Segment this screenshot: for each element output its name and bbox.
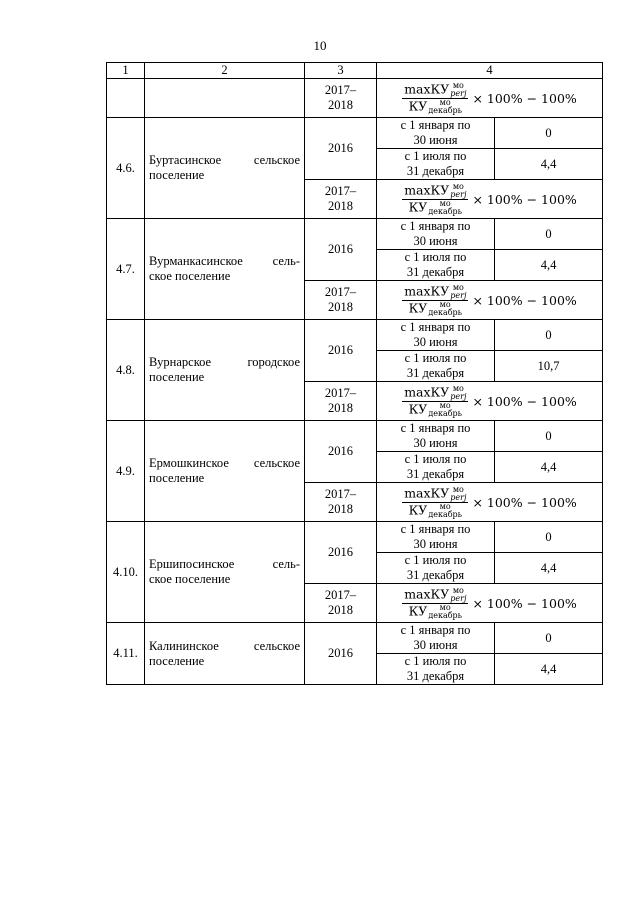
formula-num-sub: perj [450, 593, 467, 603]
formula-den-sup: мо [439, 198, 451, 208]
period-cell: с 1 января по 30 июня [377, 522, 495, 553]
value-cell: 0 [495, 219, 603, 250]
table-row [107, 118, 603, 149]
formula-denominator: КУ мо декабрь [408, 400, 463, 418]
formula [402, 587, 577, 620]
formula [402, 183, 577, 216]
formula-fraction [402, 82, 468, 115]
row-number-cell [107, 79, 145, 118]
formula-numerator: maxКУ мо perj [404, 181, 467, 199]
year-cell: 2016 [305, 623, 377, 685]
formula-num-scripts [450, 587, 466, 603]
value-cell: 4,4 [495, 654, 603, 685]
value-cell: 4,4 [495, 452, 603, 483]
formula-denominator: КУ мо декабрь [408, 198, 463, 216]
formula [402, 385, 577, 418]
settlement-name-line: поселение [149, 370, 205, 384]
year-cell: 2017– 2018 [305, 483, 377, 522]
row-number-cell: 4.8. [107, 320, 145, 421]
row-number-cell: 4.10. [107, 522, 145, 623]
formula-den-sup: мо [439, 97, 451, 107]
formula-den-scripts [428, 301, 462, 317]
year-cell: 2017– 2018 [305, 281, 377, 320]
table-row [107, 79, 603, 118]
formula-denominator: КУ мо декабрь [408, 501, 463, 519]
formula-denominator: КУ мо декабрь [408, 97, 463, 115]
settlement-name-cell [145, 623, 305, 685]
formula-den-scripts [428, 604, 462, 620]
value-cell: 0 [495, 522, 603, 553]
period-cell: с 1 июля по 31 декабря [377, 250, 495, 281]
period-cell: с 1 января по 30 июня [377, 421, 495, 452]
settlement-name-cell [145, 320, 305, 421]
year-cell: 2017– 2018 [305, 584, 377, 623]
formula-num-sub: perj [450, 189, 467, 199]
formula-den-sub: декабрь [428, 509, 463, 519]
settlement-name-cell [145, 118, 305, 219]
table-row [107, 320, 603, 351]
formula-fraction [402, 183, 468, 216]
table-row [107, 522, 603, 553]
formula [402, 284, 577, 317]
formula-fraction [402, 486, 468, 519]
row-number-cell: 4.7. [107, 219, 145, 320]
settlement-name-line: ское поселение [149, 269, 231, 283]
formula-numerator: maxКУ мо perj [404, 585, 467, 603]
period-cell: с 1 января по 30 июня [377, 320, 495, 351]
period-cell: с 1 июля по 31 декабря [377, 553, 495, 584]
formula-tail: × 100% − 100% [472, 191, 577, 207]
formula-fraction [402, 385, 468, 418]
formula-denominator: КУ мо декабрь [408, 299, 463, 317]
settlement-name-line: поселение [149, 168, 205, 182]
settlement-name-cell [145, 219, 305, 320]
formula-num-sup: мо [452, 80, 464, 90]
formula-den-sup: мо [439, 400, 451, 410]
value-cell: 0 [495, 320, 603, 351]
formula-num-sup: мо [452, 484, 464, 494]
header-col-2: 2 [145, 63, 305, 79]
settlement-name-line: Вурманкасинское сель- [149, 254, 300, 268]
settlement-name-line: поселение [149, 653, 205, 668]
period-cell: с 1 января по 30 июня [377, 219, 495, 250]
formula-numerator: maxКУ мо perj [404, 80, 467, 98]
year-cell: 2017– 2018 [305, 180, 377, 219]
formula-cell [377, 584, 603, 623]
row-number-cell: 4.9. [107, 421, 145, 522]
settlement-name-line: Вурнарское городское [149, 355, 300, 369]
formula-den-scripts [428, 200, 462, 216]
year-cell: 2017– 2018 [305, 382, 377, 421]
formula-cell [377, 382, 603, 421]
formula-numerator: maxКУ мо perj [404, 282, 467, 300]
formula-num-sup: мо [452, 383, 464, 393]
formula-den-sub: декабрь [428, 105, 463, 115]
formula-cell [377, 180, 603, 219]
formula-tail: × 100% − 100% [472, 595, 577, 611]
formula-den-scripts [428, 503, 462, 519]
formula-tail: × 100% − 100% [472, 393, 577, 409]
formula-den-sup: мо [439, 602, 451, 612]
formula-cell [377, 281, 603, 320]
settlement-name-line: Ермошкинское сельское [149, 456, 300, 470]
formula [402, 82, 577, 115]
settlement-name-line: Калининское сельское [149, 638, 300, 653]
year-cell: 2016 [305, 118, 377, 180]
formula-den-scripts [428, 402, 462, 418]
period-cell: с 1 июля по 31 декабря [377, 149, 495, 180]
formula-tail: × 100% − 100% [472, 494, 577, 510]
formula-num-sup: мо [452, 585, 464, 595]
formula-fraction [402, 284, 468, 317]
formula-num-sub: perj [450, 88, 467, 98]
formula-cell [377, 483, 603, 522]
value-cell: 0 [495, 118, 603, 149]
formula-num-sup: мо [452, 282, 464, 292]
settlement-name-line: Буртасинское сельское [149, 153, 300, 167]
table-row [107, 219, 603, 250]
formula-den-sub: декабрь [428, 408, 463, 418]
header-col-1: 1 [107, 63, 145, 79]
settlement-name-line: поселение [149, 471, 205, 485]
period-cell: с 1 июля по 31 декабря [377, 654, 495, 685]
formula-fraction [402, 587, 468, 620]
formula-den-sub: декабрь [428, 206, 463, 216]
formula-den-sup: мо [439, 501, 451, 511]
table-row [107, 421, 603, 452]
year-cell: 2016 [305, 421, 377, 483]
formula-num-scripts [450, 284, 466, 300]
settlement-name-cell [145, 79, 305, 118]
formula-num-sup: мо [452, 181, 464, 191]
header-row [107, 63, 603, 79]
value-cell: 0 [495, 421, 603, 452]
formula-num-sub: perj [450, 391, 467, 401]
value-cell: 4,4 [495, 553, 603, 584]
formula-tail: × 100% − 100% [472, 90, 577, 106]
formula-den-sub: декабрь [428, 610, 463, 620]
year-cell: 2016 [305, 522, 377, 584]
settlement-table [106, 62, 603, 685]
formula-num-scripts [450, 82, 466, 98]
page-number: 10 [313, 38, 327, 53]
row-number-cell: 4.11. [107, 623, 145, 685]
formula-den-sub: декабрь [428, 307, 463, 317]
formula-num-scripts [450, 385, 466, 401]
formula-num-scripts [450, 486, 466, 502]
formula [402, 486, 577, 519]
value-cell: 0 [495, 623, 603, 654]
value-cell: 4,4 [495, 250, 603, 281]
formula-num-sub: perj [450, 492, 467, 502]
formula-num-scripts [450, 183, 466, 199]
settlement-name-cell [145, 421, 305, 522]
period-cell: с 1 января по 30 июня [377, 623, 495, 654]
formula-den-sup: мо [439, 299, 451, 309]
formula-denominator: КУ мо декабрь [408, 602, 463, 620]
settlement-name-cell [145, 522, 305, 623]
header-col-3: 3 [305, 63, 377, 79]
period-cell: с 1 января по 30 июня [377, 118, 495, 149]
year-cell: 2016 [305, 320, 377, 382]
formula-den-scripts [428, 99, 462, 115]
year-cell: 2016 [305, 219, 377, 281]
formula-numerator: maxКУ мо perj [404, 484, 467, 502]
value-cell: 10,7 [495, 351, 603, 382]
row-number-cell: 4.6. [107, 118, 145, 219]
formula-num-sub: perj [450, 290, 467, 300]
settlement-name-line: Ершипосинское сель- [149, 557, 300, 571]
period-cell: с 1 июля по 31 декабря [377, 452, 495, 483]
formula-numerator: maxКУ мо perj [404, 383, 467, 401]
table-row [107, 623, 603, 654]
period-cell: с 1 июля по 31 декабря [377, 351, 495, 382]
formula-tail: × 100% − 100% [472, 292, 577, 308]
value-cell: 4,4 [495, 149, 603, 180]
settlement-name-line: ское поселение [149, 572, 231, 586]
formula-cell [377, 79, 603, 118]
header-col-4: 4 [377, 63, 603, 79]
year-cell: 2017– 2018 [305, 79, 377, 118]
